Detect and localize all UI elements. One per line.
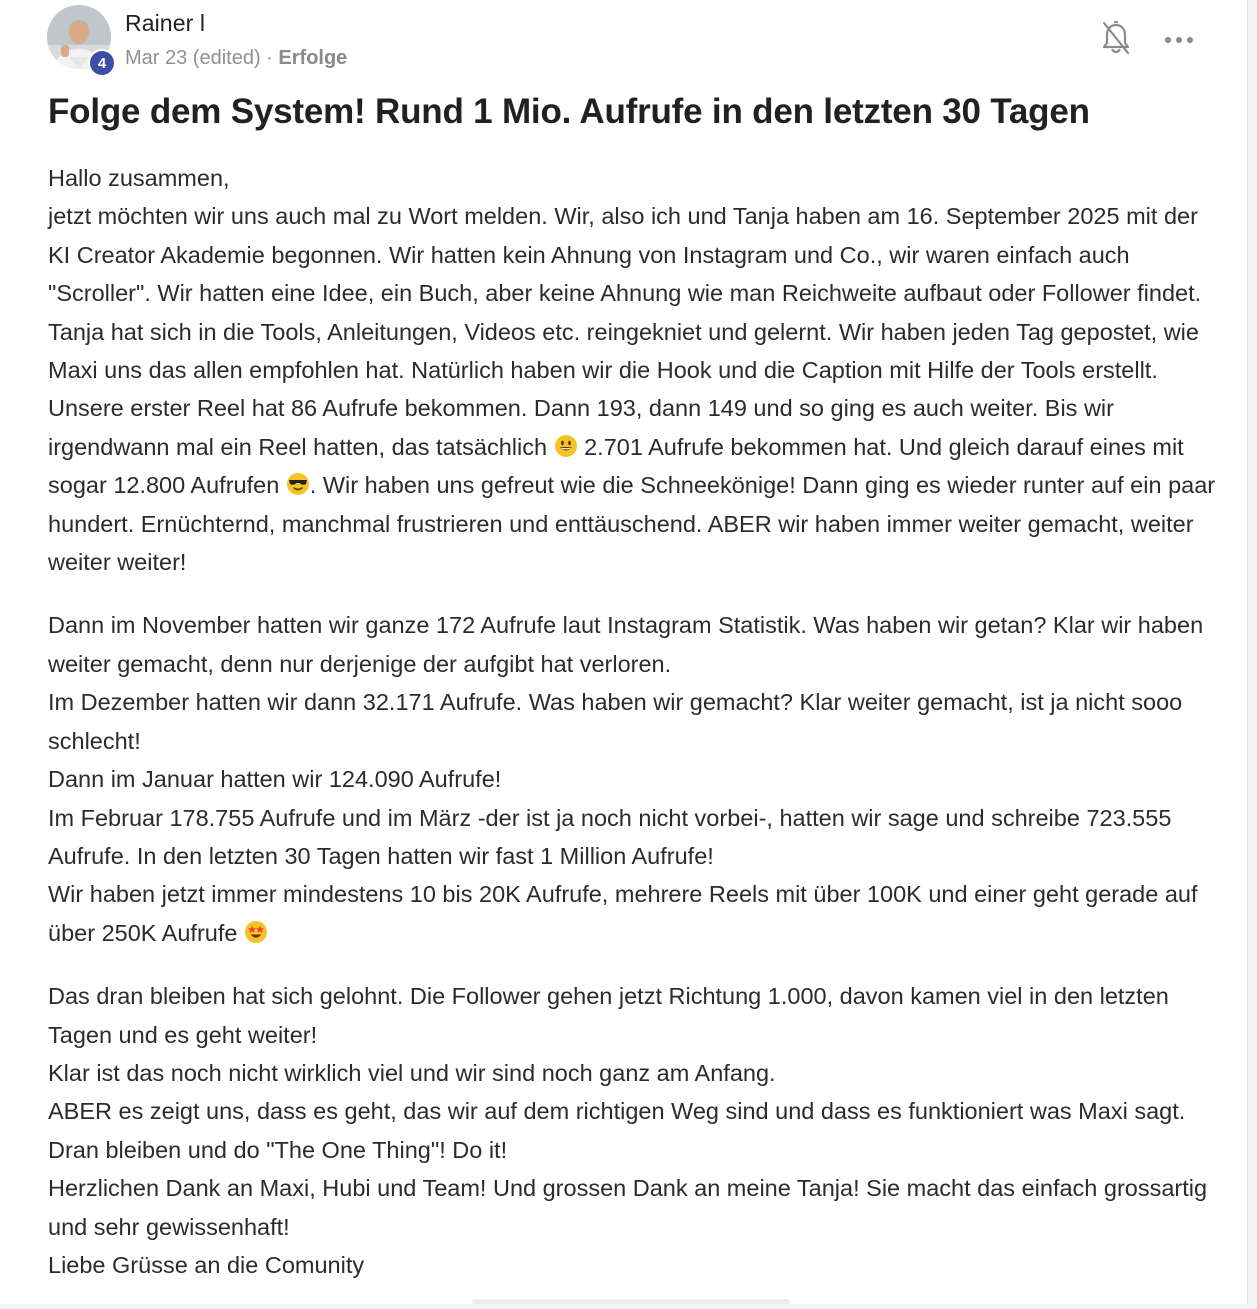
author-name[interactable]: Rainer l	[125, 10, 206, 36]
meta-separator: ·	[260, 47, 279, 69]
sunglasses-face-emoji	[286, 472, 310, 496]
post-paragraph-2	[48, 606, 1216, 952]
grinning-face-emoji	[554, 434, 578, 458]
post-title: Folge dem System! Rund 1 Mio. Aufrufe in den letzten 30 Tagen	[48, 92, 1090, 131]
paragraph-line: Wir haben jetzt immer mindestens 10 bis 20K Aufrufe, mehrere Reels mit über 100K und einer geht gerade auf über 250K Aufrufe	[48, 881, 1198, 946]
post-category[interactable]: Erfolge	[278, 47, 348, 69]
paragraph-line: Das dran bleiben hat sich gelohnt. Die Follower gehen jetzt Richtung 1.000, davon kamen viel in den letzten Tagen und es geht weiter!	[48, 983, 1169, 1048]
paragraph-line: Dann im Januar hatten wir 124.090 Aufrufe!	[48, 766, 502, 793]
paragraph-line: ABER es zeigt uns, dass es geht, das wir auf dem richtigen Weg sind und dass es funktioniert was Maxi sagt. Dran bleiben und do "The One Thing"! Do it!	[48, 1098, 1186, 1163]
post-body	[48, 159, 1216, 1309]
paragraph-line: Liebe Grüsse an die Comunity	[48, 1251, 365, 1278]
level-badge: 4	[88, 49, 116, 77]
paragraph-text: jetzt möchten wir uns auch mal zu Wort melden. Wir, also ich und Tanja haben am 16. September 2025 mit der KI Creator Akademie begonnen. Wir hatten kein Ahnung von Instagram und Co., wir waren einfach auch "Scroller". Wir hatten eine Idee, ein Buch, aber keine Ahnung wie man Reichweite aufbaut oder Follower findet. Tanja hat sich in die Tools, Anleitungen, Videos etc. reingekniet und gelernt. Wir haben jeden Tag gepostet, wie Maxi uns das allen empfohlen hat. Natürlich haben wir die Hook und die Caption mit Hilfe der Tools erstellt. Unsere erster Reel hat 86 Aufrufe bekommen. Dann 193, dann 149 und so ging es auch weiter. Bis wir irgendwann mal ein Reel hatten, das tatsächlich	[48, 203, 1202, 460]
paragraph-text: Hallo zusammen,	[48, 165, 230, 191]
author-avatar[interactable]	[47, 5, 111, 72]
post-header	[47, 5, 1207, 75]
scroll-indicator[interactable]	[472, 1299, 790, 1304]
paragraph-line: Dann im November hatten wir ganze 172 Aufrufe laut Instagram Statistik. Was haben wir getan? Klar wir haben weiter gemacht, denn nur derjenige der aufgibt hat verloren.	[48, 612, 1204, 677]
paragraph-line: Im Februar 178.755 Aufrufe und im März -der ist ja noch nicht vorbei-, hatten wir sage und schreibe 723.555 Aufrufe. In den letzten 30 Tagen hatten wir fast 1 Million Aufrufe!	[48, 804, 1172, 869]
post-paragraph-1	[48, 159, 1216, 581]
paragraph-text: 2.701 Aufrufe bekommen hat. Und gleich darauf eines mit sogar 12.800 Aufrufen	[48, 433, 1184, 499]
paragraph-line: Im Dezember hatten wir dann 32.171 Aufrufe. Was haben wir gemacht? Klar weiter gemacht, ist ja nicht sooo schlecht!	[48, 689, 1183, 754]
star-struck-emoji	[244, 920, 268, 944]
more-horizontal-icon[interactable]	[1162, 25, 1196, 55]
paragraph-line: Herzlichen Dank an Maxi, Hubi und Team! Und grossen Dank an meine Tanja! Sie macht das einfach grossartig und sehr gewissenhaft!	[48, 1175, 1208, 1240]
post-date: Mar 23 (edited)	[125, 47, 261, 69]
bell-off-icon[interactable]	[1100, 21, 1132, 57]
post-meta	[125, 47, 347, 70]
paragraph-line: Klar ist das noch nicht wirklich viel und wir sind noch ganz am Anfang.	[48, 1059, 776, 1086]
paragraph-text: . Wir haben uns gefreut wie die Schneekönige! Dann ging es wieder runter auf ein paar hundert. Ernüchternd, manchmal frustrieren und enttäuschend. ABER wir haben immer weiter gemacht, weiter weiter weiter!	[48, 472, 1216, 576]
post-paragraph-3	[48, 977, 1216, 1284]
